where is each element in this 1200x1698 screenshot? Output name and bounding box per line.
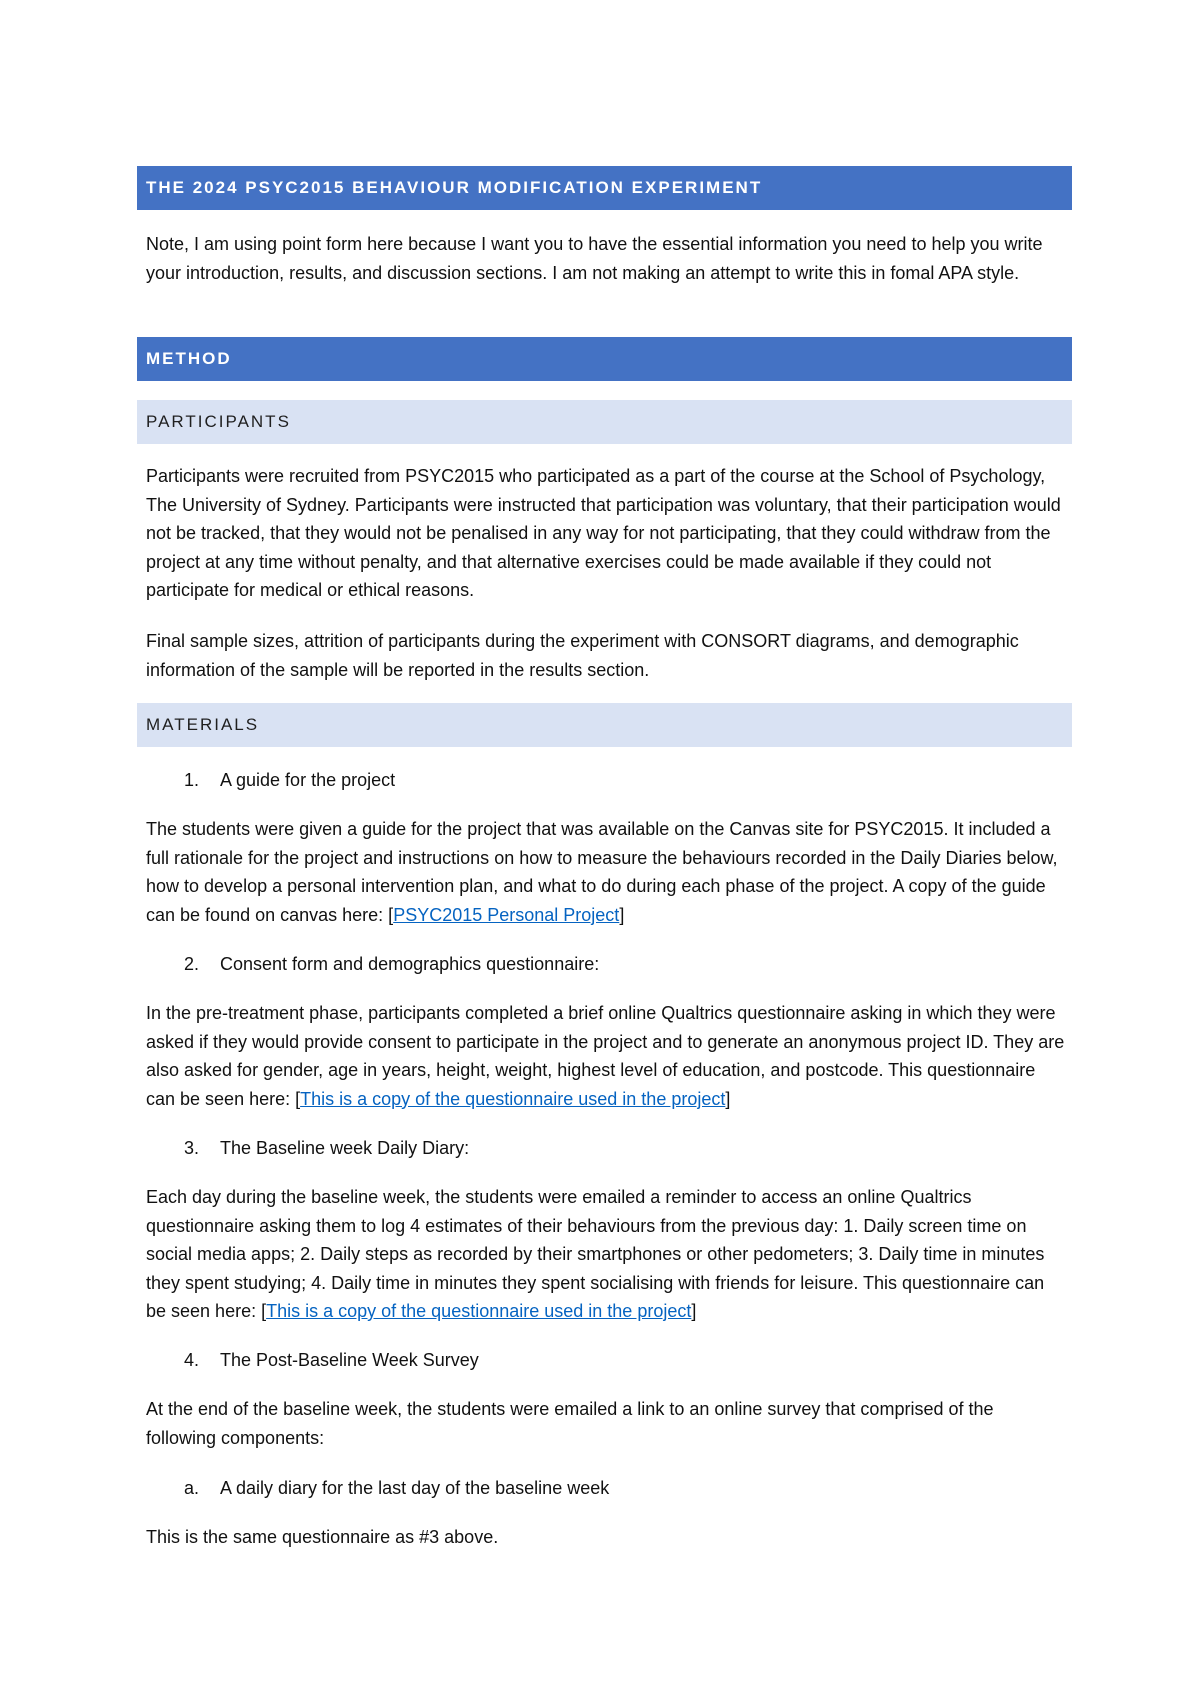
bracket-close: ]	[691, 1301, 697, 1321]
item-letter: a.	[184, 1478, 200, 1498]
bracket-close: ]	[619, 904, 625, 925]
materials-item-1-paragraph	[146, 815, 1068, 929]
heading-experiment-text: THE 2024 PSYC2015 BEHAVIOUR MODIFICATION EXPERIMENT	[146, 178, 763, 197]
participants-paragraph-2: Final sample sizes, attrition of participants during the experiment with CONSORT diagrams, and demographic information of the sample will be reported in the results section.	[146, 631, 1019, 680]
item-label: Consent form and demographics questionnaire:	[220, 954, 600, 974]
materials-item-3-paragraph	[146, 1183, 1068, 1326]
materials-item-4a-paragraph: This is the same questionnaire as #3 above.	[146, 1527, 499, 1547]
item-label: The Baseline week Daily Diary:	[220, 1138, 470, 1158]
paragraph-text: The students were given a guide for the project that was available on the Canvas site for PSYC2015. It included a full rationale for the project and instructions on how to measure the behaviours recorded in the Daily Diaries below, how to develop a personal intervention plan, and what to do during each phase of the project. A copy of the guide can be found on canvas here: [	[146, 819, 1058, 925]
heading-materials-text: MATERIALS	[146, 715, 260, 734]
paragraph-text: Each day during the baseline week, the students were emailed a reminder to access an online Qualtrics questionnaire asking them to log 4 estimates of their behaviours from the previous day: 1. Daily screen time on social media apps; 2. Daily steps as recorded by their smartphones or other pedometers; 3. Daily time in minutes they spent studying; 4. Daily time in minutes they spent socialising with friends for leisure. This questionnaire can be seen here: [	[146, 1187, 1045, 1321]
item-label: The Post-Baseline Week Survey	[220, 1350, 479, 1370]
item-label: A daily diary for the last day of the baseline week	[220, 1478, 610, 1498]
materials-item-4-paragraph: At the end of the baseline week, the students were emailed a link to an online survey that comprised of the following components:	[146, 1399, 994, 1448]
heading-method-text: METHOD	[146, 349, 232, 368]
heading-method	[137, 337, 1072, 381]
materials-item-4	[184, 1346, 479, 1375]
heading-participants-text: PARTICIPANTS	[146, 412, 291, 431]
item-number: 2.	[184, 954, 200, 974]
participants-paragraph-1: Participants were recruited from PSYC2015 who participated as a part of the course at the School of Psychology, The University of Sydney. Participants were instructed that participation was voluntary, that their participation would not be tracked, that they would not be penalised in any way for not participating, that they could withdraw from the project at any time without penalty, and that alternative exercises could be made available if they could not participate for medical or ethical reasons.	[146, 466, 1061, 600]
item-label: A guide for the project	[220, 770, 396, 790]
bracket-close: ]	[725, 1088, 731, 1109]
questionnaire-copy-link-1[interactable]: This is a copy of the questionnaire used in the project	[300, 1088, 726, 1109]
item-number: 1.	[184, 770, 200, 790]
materials-item-1	[184, 766, 395, 795]
materials-item-2-paragraph	[146, 999, 1068, 1113]
psyc2015-personal-project-link[interactable]: PSYC2015 Personal Project	[393, 904, 620, 925]
materials-item-2	[184, 950, 599, 979]
item-number: 4.	[184, 1350, 200, 1370]
paragraph-text: In the pre-treatment phase, participants completed a brief online Qualtrics questionnaire asking in which they were asked if they would provide consent to participate in the project and to generate an anonymous project ID. They are also asked for gender, age in years, height, weight, highest level of education, and postcode. This questionnaire can be seen here: [	[146, 1003, 1065, 1109]
materials-item-3	[184, 1134, 469, 1163]
materials-item-4a	[184, 1474, 609, 1503]
heading-materials	[137, 703, 1072, 747]
heading-experiment	[137, 166, 1072, 210]
heading-participants	[137, 400, 1072, 444]
note-paragraph: Note, I am using point form here because I want you to have the essential information you need to help you write your introduction, results, and discussion sections. I am not making an attempt to write this in fomal APA style.	[146, 234, 1043, 283]
item-number: 3.	[184, 1138, 200, 1158]
questionnaire-copy-link-2[interactable]: This is a copy of the questionnaire used in the project	[266, 1301, 692, 1321]
